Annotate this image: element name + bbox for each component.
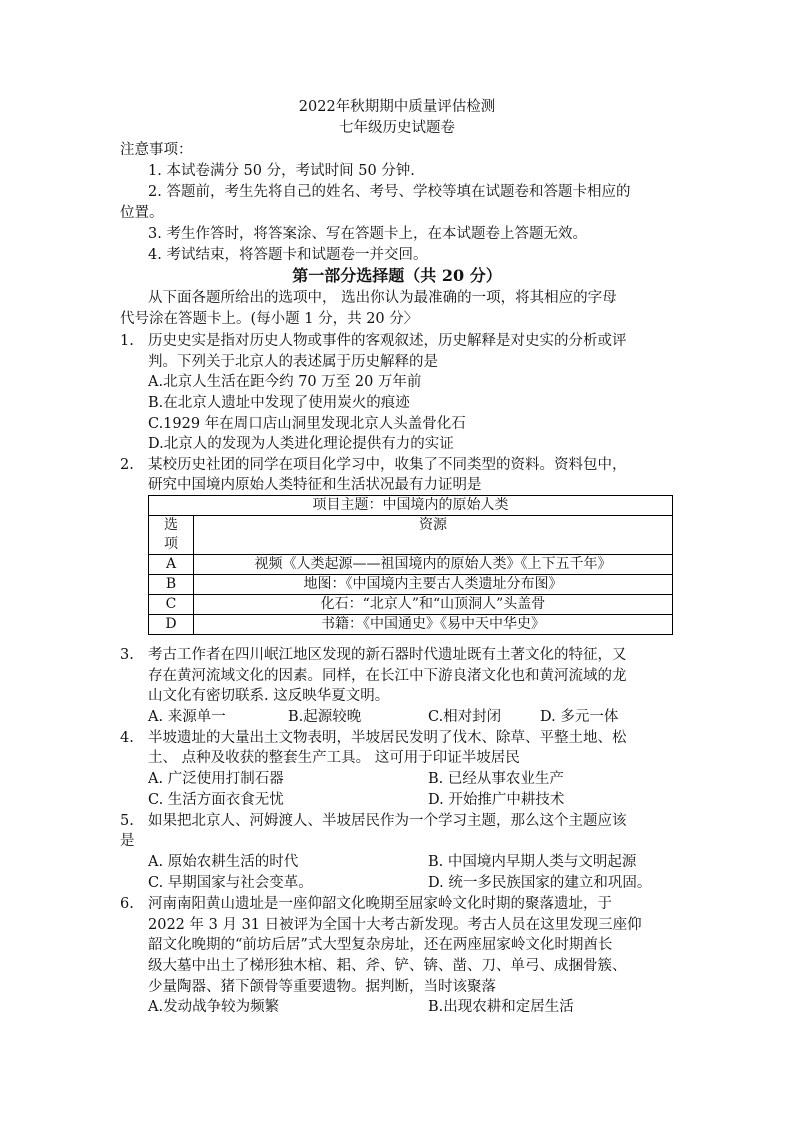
notice-item: 1. 本试卷满分 50 分，考试时间 50 分钟. — [148, 163, 415, 179]
header-option-line: 选 — [164, 517, 178, 533]
question-stem: 是 — [120, 833, 135, 849]
row-resource: 书籍：《中国通史》《易中天中华史》 — [194, 615, 673, 635]
notice-item-continued: 位置。 — [120, 205, 164, 221]
question-stem: 河南南阳黄山遗址是一座仰韶文化晚期至屈家岭文化时期的聚落遗址，于 — [148, 896, 612, 912]
question-stem: 考古工作者在四川岷江地区发现的新石器时代遗址既有土著文化的特征，又 — [148, 647, 627, 663]
option-a: A. 来源单一 — [148, 709, 226, 725]
option-b: B.起源较晚 — [288, 709, 362, 725]
question-stem: 半坡遗址的大量出土文物表明，半坡居民发明了伐木、除草、平整土地、松 — [148, 730, 627, 746]
question-number: 1. — [120, 333, 134, 349]
question-stem: 2022 年 3 月 31 日被评为全国十大考古新发现。考古人员在这里发现三座仰 — [148, 917, 642, 933]
question-number: 4. — [120, 730, 134, 746]
option-a: A.北京人生活在距今约 70 万至 20 万年前 — [148, 374, 422, 390]
option-c: C. 早期国家与社会变革。 — [148, 875, 313, 891]
option-b: B.在北京人遗址中发现了使用炭火的痕迹 — [148, 395, 410, 411]
table-row — [149, 575, 673, 595]
question-stem: 研究中国境内原始人类特征和生活状况最有力证明是 — [148, 477, 482, 493]
option-d: D.北京人的发现为人类进化理论提供有力的实证 — [148, 436, 454, 452]
question-stem: 少量陶器、猪下颌骨等重要遗物。据判断，当时该聚落 — [148, 979, 496, 995]
question-stem: 如果把北京人、河姆渡人、半坡居民作为一个学习主题，那么这个主题应该 — [148, 813, 627, 829]
question-stem: 山文化有密切联系. 这反映华夏文明。 — [148, 688, 390, 704]
option-c: C. 生活方面衣食无忧 — [148, 792, 284, 808]
notice-item: 2. 答题前，考生先将自己的姓名、考号、学校等填在试题卷和答题卡相应的 — [148, 184, 631, 200]
question-stem: 土、 点种及收获的整套生产工具。 这可用于印证半坡居民 — [148, 750, 520, 766]
question-stem: 历史史实是指对历史人物或事件的客观叙述，历史解释是对史实的分析或评 — [148, 333, 627, 349]
option-d: D. 多元一体 — [540, 709, 619, 725]
exam-title: 2022年秋期期中质量评估检测 — [298, 99, 496, 115]
option-c: C.1929 年在周口店山洞里发现北京人头盖骨化石 — [148, 416, 466, 432]
row-option: C — [149, 595, 194, 615]
notice-heading: 注意事项： — [120, 142, 193, 158]
row-resource: 化石：“北京人”和“山顶洞人”头盖骨 — [194, 595, 673, 615]
option-a: A. 广泛使用打制石器 — [148, 771, 284, 787]
table-header-resource: 资源 — [194, 516, 673, 555]
option-d: D. 统一多民族国家的建立和巩固。 — [428, 875, 652, 891]
question-number: 6. — [120, 896, 134, 912]
option-a: A. 原始农耕生活的时代 — [148, 854, 299, 870]
table-row — [149, 615, 673, 635]
row-resource: 地图：《中国境内主要古人类遗址分布图》 — [194, 575, 673, 595]
question-stem: 存在黄河流域文化的因素。同样，在长江中下游良渚文化也和黄河流域的龙 — [148, 668, 627, 684]
table-row — [149, 555, 673, 575]
section-intro: 从下面各题所给出的选项中， 选出你认为最准确的一项，将其相应的字母 — [148, 290, 617, 306]
table-caption: 项目主题：中国境内的原始人类 — [149, 496, 673, 516]
question-stem: 判。下列关于北京人的表述属于历史解释的是 — [148, 354, 438, 370]
question-number: 3. — [120, 647, 134, 663]
question-number: 5. — [120, 813, 134, 829]
question-stem: 级大墓中出土了梯形独木棺、耜、斧、铲、锛、凿、刀、单弓、成捆骨簇、 — [148, 958, 627, 974]
section-title: 第一部分选择题（共 20 分） — [292, 266, 502, 285]
option-b: B. 已经从事农业生产 — [428, 771, 564, 787]
header-option-line: 项 — [164, 536, 178, 552]
option-a: A.发动战争较为频繁 — [148, 999, 280, 1015]
option-c: C.相对封闭 — [428, 709, 502, 725]
option-d: D. 开始推广中耕技术 — [428, 792, 565, 808]
notice-item: 4. 考试结束，将答题卡和试题卷一并交回。 — [148, 247, 428, 263]
question-number: 2. — [120, 457, 134, 473]
row-option: B — [149, 575, 194, 595]
exam-subtitle: 七年级历史试题卷 — [339, 120, 455, 136]
row-option: D — [149, 615, 194, 635]
table-row — [149, 595, 673, 615]
table-header-option — [149, 516, 194, 555]
section-intro-continued: 代号涂在答题卡上。(每小题 1 分，共 20 分〉 — [120, 311, 419, 327]
notice-item: 3. 考生作答时，将答案涂、写在答题卡上，在本试题卷上答题无效。 — [148, 226, 587, 242]
option-b: B. 中国境内早期人类与文明起源 — [428, 854, 637, 870]
option-b: B.出现农耕和定居生活 — [428, 999, 574, 1015]
row-resource: 视频《人类起源——祖国境内的原始人类》《上下五千年》 — [194, 555, 673, 575]
question-stem: 某校历史社团的同学在项目化学习中，收集了不同类型的资料。资料包中， — [148, 457, 627, 473]
resource-table — [148, 495, 673, 635]
row-option: A — [149, 555, 194, 575]
question-stem: 韶文化晚期的“前坊后居”式大型复杂房址，还在两座屈家岭文化时期酋长 — [148, 937, 613, 953]
